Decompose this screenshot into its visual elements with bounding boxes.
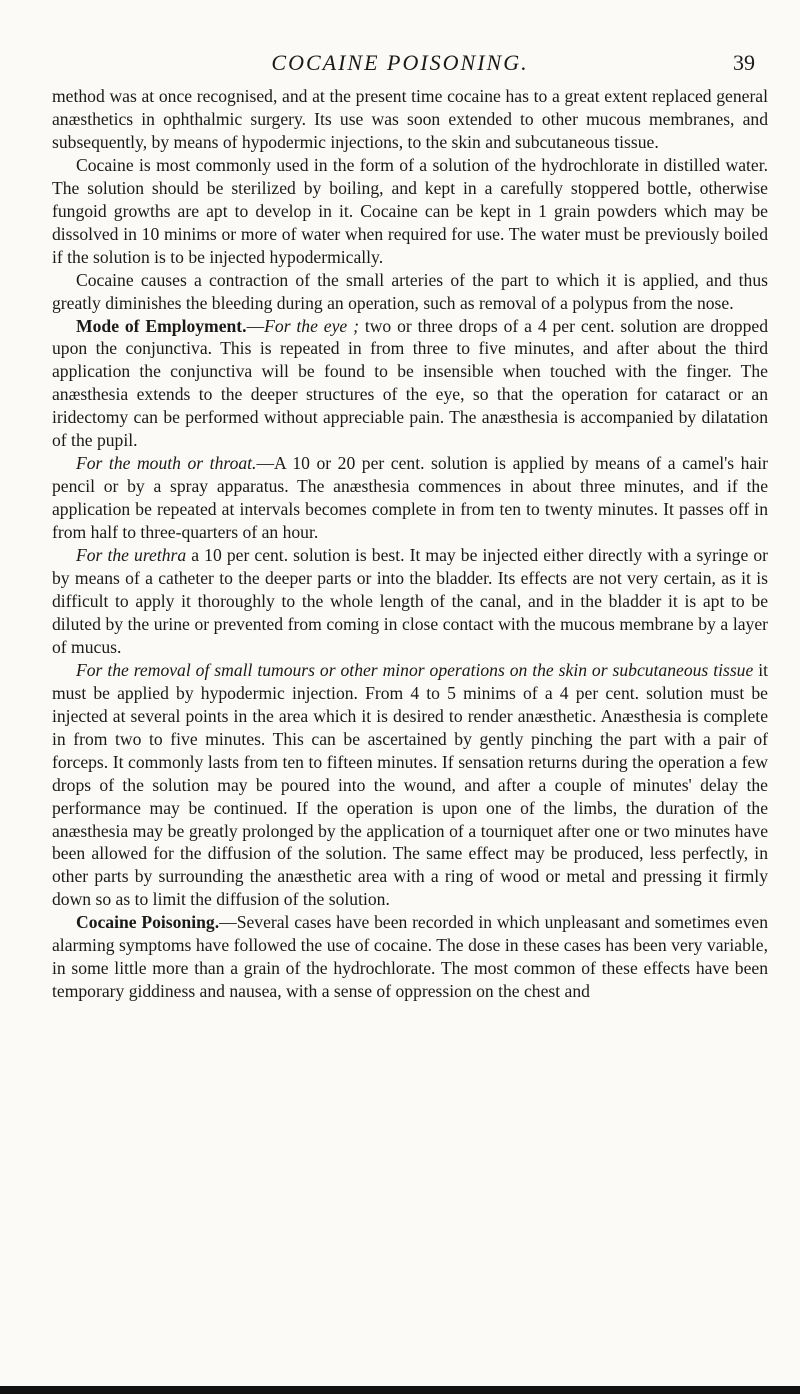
paragraph-text: a 10 per cent. solution is best. It may be injected either directly with a syringe or by means of a catheter to the deeper parts or into the bladder. Its effects are not very certain, as it is difficult to apply it thoroughly to the whole length of the canal, and in the bladder it is apt to be diluted by the urine or prevented from coming in close contact with the mucous membrane by a layer of mucus.: [52, 545, 768, 657]
body-text: [52, 85, 768, 1003]
subheading-urethra: For the urethra: [76, 545, 187, 566]
subheading-minor-operations: For the removal of small tumours or other minor operations on the skin or subcutaneous tissue: [76, 659, 754, 680]
section-heading-mode-of-employment: Mode of Employment.: [76, 315, 247, 336]
paragraph-text: it must be applied by hypodermic injection. From 4 to 5 minims of a 4 per cent. solution must be injected at several points in the area which it is desired to render anæsthetic. Anæsthesia is complete in from two to five minutes. This can be ascertained by gently pinching the part with a pair of forceps. It commonly lasts from ten to fifteen minutes. If sensation returns during the operation a few drops of the solution may be poured into the wound, and after a couple of minutes' delay the performance may be continued. If the operation is upon one of the limbs, the duration of the anæsthesia may be greatly prolonged by the application of a tourniquet after one or two minutes have been allowed for the diffusion of the solution. The same effect may be produced, less perfectly, in other parts by surrounding the anæsthetic area with a ring of wood or metal and pressing it firmly down so as to limit the diffusion of the solution.: [52, 659, 768, 910]
paragraph-solution-preparation: [52, 154, 768, 269]
page-number: 39: [733, 50, 755, 75]
paragraph-arterial-contraction: [52, 269, 768, 315]
subheading-mouth-throat: For the mouth or throat.: [76, 453, 257, 474]
paragraph-text: two or three drops of a 4 per cent. solution are dropped upon the conjunctiva. This is repeated in from three to five minutes, and after about the third application the conjunctiva will be found to be insensible when touched with the finger. The anæsthesia extends to the deeper structures of the eye, so that the operation for cataract or an iridectomy can be performed without appreciable pain. The anæsthesia is accompanied by dilatation of the pupil.: [52, 315, 768, 451]
heading-dash: —: [246, 315, 265, 336]
paragraph-text: —Several cases have been recorded in which unpleasant and sometimes even alarming symptoms have followed the use of cocaine. The dose in these cases has been very variable, in some little more than a grain of the hydrochlorate. The most common of these effects have been temporary giddiness and nausea, with a sense of oppression on the chest and: [52, 912, 769, 1002]
paragraph-text: —A 10 or 20 per cent. solution is applied by means of a camel's hair pencil or by a spray apparatus. The anæsthesia commences in about three minutes, and if the application be repeated at intervals becomes complete in from ten to twenty minutes. It passes off in from half to three-quarters of an hour.: [52, 453, 768, 543]
paragraph-ophthalmic-use: [52, 85, 768, 154]
section-heading-cocaine-poisoning: Cocaine Poisoning.: [76, 912, 220, 933]
paragraph-urethra: [52, 544, 768, 659]
paragraph-text: method was at once recognised, and at the present time cocaine has to a great extent replaced general anæsthetics in ophthalmic surgery. Its use was soon extended to other mucous membranes, and subsequently, by means of hypodermic injections, to the skin and subcutaneous tissue.: [52, 86, 768, 152]
paragraph-minor-operations: [52, 659, 768, 911]
paragraph-mouth-throat: [52, 452, 768, 544]
running-title: COCAINE POISONING.: [271, 50, 529, 75]
page-bottom-rule: [0, 1386, 800, 1394]
paragraph-text: Cocaine is most commonly used in the form of a solution of the hydrochlorate in distilled water. The solution should be sterilized by boiling, and kept in a carefully stoppered bottle, otherwise fungoid growths are apt to develop in it. Cocaine can be kept in 1 grain powders which may be dissolved in 10 minims or more of water when required for use. The water must be previously boiled if the solution is to be injected hypodermically.: [52, 154, 768, 267]
page-header: [0, 50, 800, 80]
paragraph-text: Cocaine causes a contraction of the small arteries of the part to which it is applied, and thus greatly diminishes the bleeding during an operation, such as removal of a polypus from the nose.: [52, 269, 768, 313]
paragraph-cocaine-poisoning: [52, 911, 768, 1003]
paragraph-mode-of-employment: [52, 315, 768, 453]
subheading-eye: For the eye ;: [264, 315, 359, 336]
